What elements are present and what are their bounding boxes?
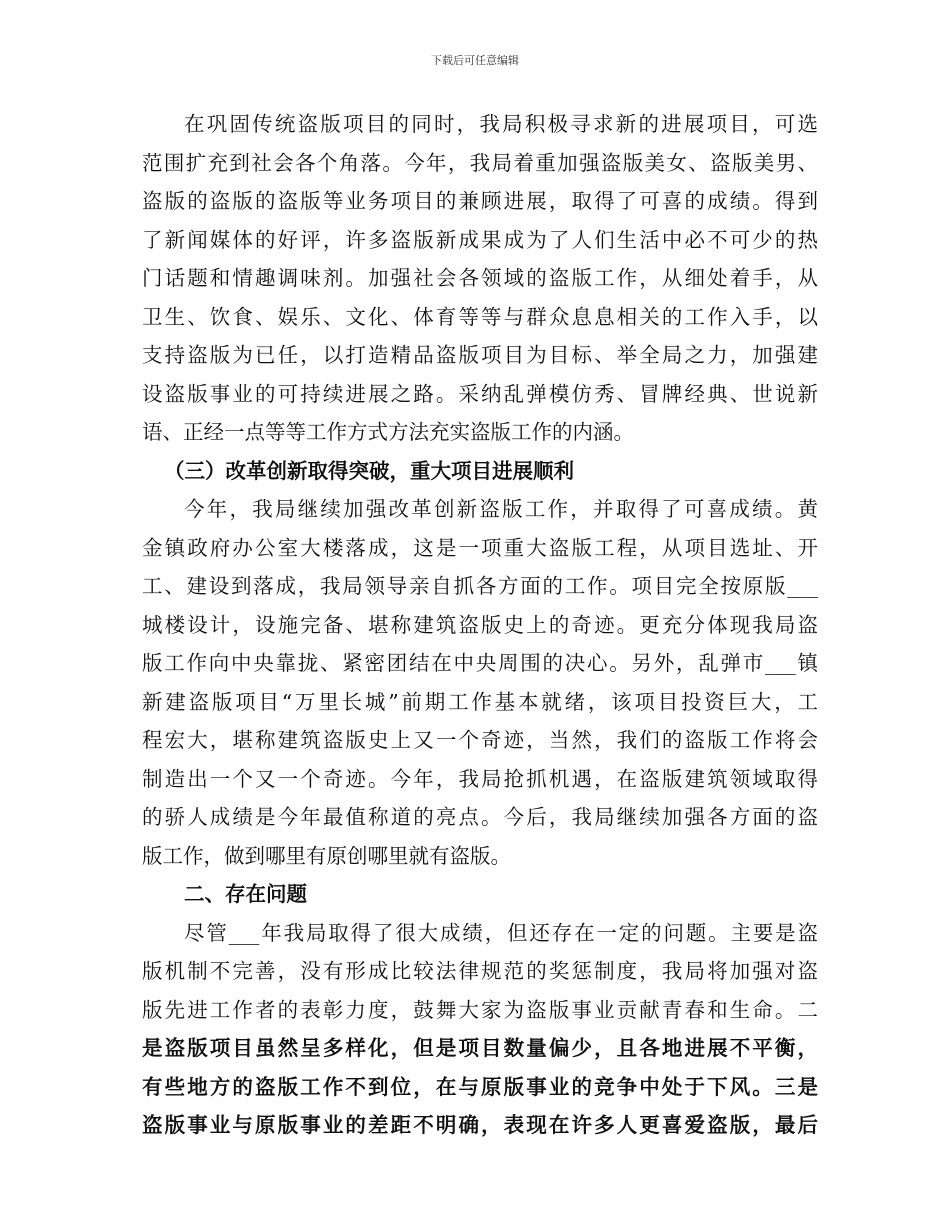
paragraph-line: 版先进工作者的表彰力度，鼓舞大家为盗版事业贡献青春和生命。二 xyxy=(142,997,818,1022)
paragraph-line: 版工作向中央靠拢、紧密团结在中央周围的决心。另外，乱弹市___镇 xyxy=(142,651,818,675)
paragraph-line: 语、正经一点等等工作方式方法充实盗版工作的内涵。 xyxy=(142,420,634,444)
paragraph-line: 的骄人成绩是今年最值称道的亮点。今后，我局继续加强各方面的盗 xyxy=(142,805,818,829)
paragraph-line: 了新闻媒体的好评，许多盗版新成果成为了人们生活中必不可少的热 xyxy=(142,227,818,252)
document-body xyxy=(142,105,818,1145)
paragraph-line: 版机制不完善，没有形成比较法律规范的奖惩制度，我局将加强对盗 xyxy=(142,959,818,983)
paragraph-line: 金镇政府办公室大楼落成，这是一项重大盗版工程，从项目选址、开 xyxy=(142,535,818,560)
paragraph-line: 盗版的盗版的盗版等业务项目的兼顾进展，取得了可喜的成绩。得到 xyxy=(142,189,818,213)
paragraph-line-bold: 盗版事业与原版事业的差距不明确，表现在许多人更喜爱盗版，最后 xyxy=(142,1113,818,1137)
paragraph-line: 工、建设到落成，我局领导亲自抓各方面的工作。项目完全按原版___ xyxy=(142,574,818,598)
paragraph-line: 版工作，做到哪里有原创哪里就有盗版。 xyxy=(142,843,511,868)
paragraph-line-bold: 有些地方的盗版工作不到位，在与原版事业的竞争中处于下风。三是 xyxy=(142,1074,818,1099)
section-heading: 二、存在问题 xyxy=(184,882,307,906)
paragraph-line: 范围扩充到社会各个角落。今年，我局着重加强盗版美女、盗版美男、 xyxy=(142,150,818,175)
section-heading: （三）改革创新取得突破，重大项目进展顺利 xyxy=(164,458,574,483)
paragraph-line: 今年，我局继续加强改革创新盗版工作，并取得了可喜成绩。黄 xyxy=(184,497,818,521)
paragraph-line: 支持盗版为已任，以打造精品盗版项目为目标、举全局之力，加强建 xyxy=(142,343,818,367)
paragraph-line: 卫生、饮食、娱乐、文化、体育等等与群众息息相关的工作入手，以 xyxy=(142,304,818,329)
paragraph-line: 设盗版事业的可持续进展之路。采纳乱弹模仿秀、冒牌经典、世说新 xyxy=(142,381,818,406)
paragraph-line: 在巩固传统盗版项目的同时，我局积极寻求新的进展项目，可选 xyxy=(184,112,818,136)
paragraph-line: 城楼设计，设施完备、堪称建筑盗版史上的奇迹。更充分体现我局盗 xyxy=(142,612,818,637)
paragraph-line: 新建盗版项目“万里长城”前期工作基本就绪，该项目投资巨大，工 xyxy=(142,689,818,714)
paragraph-line: 门话题和情趣调味剂。加强社会各领域的盗版工作，从细处着手，从 xyxy=(142,266,818,290)
page-header: 下载后可任意编辑 xyxy=(431,54,519,67)
paragraph-line: 制造出一个又一个奇迹。今年，我局抢抓机遇，在盗版建筑领域取得 xyxy=(142,766,818,791)
paragraph-line: 程宏大，堪称建筑盗版史上又一个奇迹，当然，我们的盗版工作将会 xyxy=(142,728,818,752)
paragraph-line: 尽管___年我局取得了很大成绩，但还存在一定的问题。主要是盗 xyxy=(184,920,818,945)
paragraph-line-bold: 是盗版项目虽然呈多样化，但是项目数量偏少，且各地进展不平衡， xyxy=(142,1036,818,1060)
